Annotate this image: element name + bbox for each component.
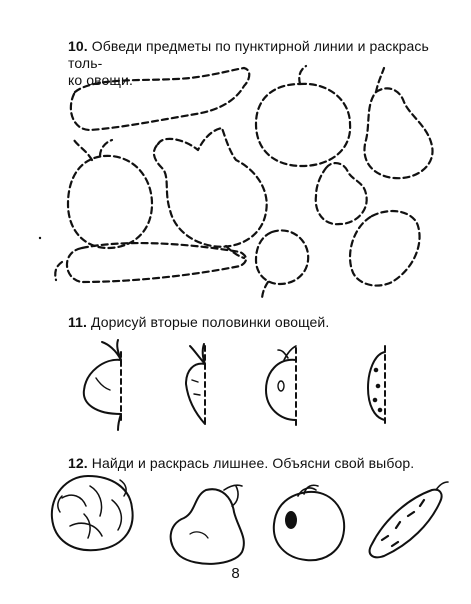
- half-carrot-icon: [186, 344, 205, 426]
- task-11-half-vegetables: [84, 340, 385, 430]
- cabbage-icon: [52, 476, 133, 550]
- dashed-radish: [256, 230, 308, 284]
- page-number: 8: [231, 565, 240, 582]
- dashed-pepper: [316, 163, 367, 224]
- task-12-instruction: Найди и раскрась лишнее. Объясни свой выбор.: [91, 455, 415, 471]
- dashed-pear: [364, 88, 432, 178]
- dashed-beetroot: [154, 128, 267, 247]
- task-12-objects: [52, 476, 448, 564]
- task-10-dashed-shapes: [55, 66, 432, 300]
- task-12-number: 12.: [68, 455, 88, 471]
- task-10-line1: Обведи предметы по пунктирной линии и раскрась толь-: [68, 38, 429, 71]
- margin-dot: [39, 237, 41, 239]
- dashed-carrot: [67, 243, 246, 282]
- task-10-line2: ко овощи.: [68, 72, 133, 88]
- dashed-tomato: [256, 84, 350, 166]
- dashed-leaf: [350, 211, 420, 286]
- dashed-turnip-top: [74, 140, 112, 160]
- dashed-turnip: [68, 156, 152, 248]
- half-tomato-icon: [266, 346, 296, 426]
- task-10-number: 10.: [68, 38, 88, 54]
- pear-icon: [171, 485, 244, 564]
- dashed-pear-stem: [376, 68, 384, 92]
- task-11-number: 11.: [68, 314, 87, 330]
- half-beet-icon: [84, 340, 121, 430]
- tomato-icon: [274, 485, 344, 560]
- dashed-cucumber: [71, 68, 249, 130]
- dashed-carrot-tip: [55, 262, 62, 280]
- dashed-tomato-stem: [299, 66, 306, 84]
- cucumber-icon: [370, 482, 448, 557]
- half-cucumber-icon: [368, 346, 385, 426]
- task-11-instruction: Дорисуй вторые половинки овощей.: [91, 314, 330, 330]
- dashed-radish-root: [262, 282, 268, 300]
